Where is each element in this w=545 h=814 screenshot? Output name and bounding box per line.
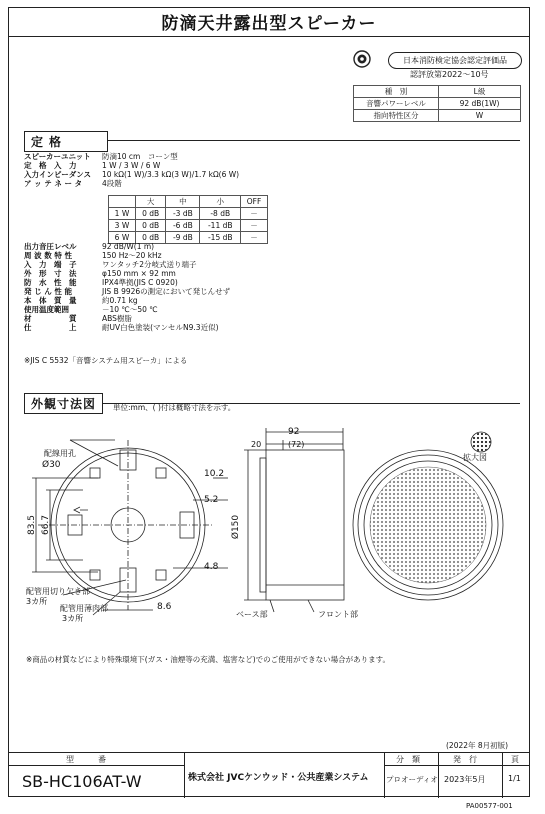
page-title: 防滴天井露出型スピーカー [8, 7, 530, 37]
spec-row [24, 323, 219, 332]
spec-label: 発 じ ん 性 能 [24, 287, 72, 296]
dim-66-7: 66.7 [41, 514, 52, 536]
dim-20: 20 [251, 440, 262, 449]
label-knockout: 配管用切り欠き部 [26, 587, 90, 596]
spec-label: 本 体 質 量 [24, 296, 77, 305]
table-cell: － [241, 208, 268, 220]
spec-note: ※JIS C 5532「音響システム用スピーカ」による [24, 356, 188, 365]
spec-row [24, 152, 178, 161]
certification-mark-icon [353, 50, 371, 68]
spec-label: ア ッ テ ネ ー タ [24, 179, 83, 188]
document-code: PA00577-001 [466, 802, 513, 810]
table-cell: 0 dB [135, 220, 165, 232]
spec-label: 出力音圧レベル [24, 242, 77, 251]
table-cell: 0 dB [135, 232, 165, 244]
table-row [354, 98, 521, 110]
table-cell: -8 dB [200, 208, 241, 220]
footer-rule [8, 765, 184, 766]
table-cell: -3 dB [166, 208, 200, 220]
spec-value: 防滴10 cm コーン型 [102, 152, 178, 161]
table-cell: 1 W [109, 208, 136, 220]
spec-value: IPX4準拠(JIS C 0920) [102, 278, 178, 287]
table-cell: -11 dB [200, 220, 241, 232]
spec-label: 材 質 [24, 314, 77, 323]
table-cell: W [439, 110, 521, 122]
spec-value: 1 W / 3 W / 6 W [102, 161, 161, 170]
model-number: SB-HC106AT-W [22, 772, 142, 791]
table-cell: 大 [135, 196, 165, 208]
dim-150: Ø150 [231, 514, 242, 540]
spec-value: 4段階 [102, 179, 122, 188]
spec-row [24, 287, 230, 296]
footer-divider [502, 753, 503, 798]
company-name: 株式会社 JVCケンウッド・公共産業システム [188, 773, 369, 783]
spec-row [24, 251, 162, 260]
table-cell: 92 dB(1W) [439, 98, 521, 110]
table-cell: 6 W [109, 232, 136, 244]
spec-value: 92 dB/W(1 m) [102, 242, 155, 251]
spec-heading: 定格 [24, 131, 108, 152]
spec-row [24, 179, 122, 188]
spec-value: φ150 mm × 92 mm [102, 269, 176, 278]
spec-label: 周 波 数 特 性 [24, 251, 72, 260]
spec-value: JIS B 9926の測定において発じんせず [102, 287, 231, 296]
spec-value: 耐UV白色塗装(マンセルN9.3近似) [102, 323, 219, 332]
spec-value: －10 ℃～50 ℃ [102, 305, 158, 314]
dim-92: 92 [288, 427, 300, 437]
spec-label: 定 格 入 力 [24, 161, 77, 170]
spec-value: 約0.71 kg [102, 296, 138, 305]
table-cell: 指向特性区分 [354, 110, 439, 122]
dim-5-2: 5.2 [204, 495, 219, 505]
caution-note: ※商品の材質などにより特殊環境下(ガス・油煙等の充満、塩害など)でのご使用ができない場合があります。 [26, 655, 391, 664]
spec-label: スピーカーユニット [24, 152, 91, 161]
table-cell: OFF [241, 196, 268, 208]
issue-value: 2023年5月 [444, 775, 486, 784]
model-header: 型 番 [66, 755, 106, 764]
table-cell: － [241, 220, 268, 232]
footer-divider [184, 753, 185, 798]
footer-divider [384, 753, 385, 798]
table-cell [109, 196, 136, 208]
spec-row [24, 242, 154, 251]
table-cell: L級 [439, 86, 521, 98]
label-wiring-hole: 配線用孔 [44, 449, 76, 458]
page-value: 1/1 [508, 774, 521, 783]
label-front: フロント部 [318, 610, 358, 619]
edition-note: (2022年 8月初版) [446, 741, 509, 750]
label-knockout-count: 3カ所 [26, 597, 48, 606]
table-row [354, 86, 521, 98]
table-row [109, 196, 268, 208]
issue-header: 発 行 [453, 755, 477, 764]
table-cell: 0 dB [135, 208, 165, 220]
attenuator-table [108, 195, 268, 244]
spec-row [24, 296, 138, 305]
footer-table [8, 752, 530, 797]
spec-label: 外 形 寸 法 [24, 269, 77, 278]
label-zoom: 拡大図 [463, 453, 487, 462]
spec-value: ワンタッチ2分岐式送り端子 [102, 260, 197, 269]
table-cell: 音響パワーレベル [354, 98, 439, 110]
label-thin-wall-count: 3カ所 [62, 614, 84, 623]
footer-divider [438, 753, 439, 798]
label-thin-wall: 配管用薄肉部 [60, 604, 108, 613]
certification-badge: 日本消防検定協会認定評価品 [388, 52, 522, 69]
spec-row [24, 161, 160, 170]
dim-72: (72) [288, 440, 305, 449]
spec-label: 使用温度範囲 [24, 305, 69, 314]
table-cell: -9 dB [166, 232, 200, 244]
spec-row [24, 314, 132, 323]
category-header: 分 類 [396, 755, 420, 764]
category-value: プロオーディオ [386, 775, 438, 784]
table-cell: 小 [200, 196, 241, 208]
dim-4-8: 4.8 [204, 562, 219, 572]
spec-row [24, 260, 196, 269]
spec-row [24, 269, 176, 278]
spec-label: 仕 上 [24, 323, 77, 332]
spec-label: 防 水 性 能 [24, 278, 77, 287]
dim-8-6: 8.6 [157, 602, 172, 612]
spec-value: 150 Hz～20 kHz [102, 251, 162, 260]
dim-83-5: 83.5 [27, 514, 38, 536]
table-cell: 3 W [109, 220, 136, 232]
spec-row [24, 170, 239, 179]
spec-row [24, 305, 158, 314]
table-cell: 中 [166, 196, 200, 208]
dimension-heading: 外観寸法図 [24, 393, 103, 414]
table-cell: － [241, 232, 268, 244]
table-row [109, 208, 268, 220]
dim-10-2: 10.2 [204, 469, 225, 479]
table-cell: 種 別 [354, 86, 439, 98]
table-row [354, 110, 521, 122]
dim-30: Ø30 [42, 460, 61, 470]
table-cell: -6 dB [166, 220, 200, 232]
spec-row [24, 278, 178, 287]
label-base: ベース部 [236, 610, 268, 619]
page-header: 頁 [511, 755, 519, 764]
dimension-note: 単位:mm、( )付は概略寸法を示す。 [113, 403, 236, 412]
footer-rule [384, 765, 530, 766]
certification-table [353, 85, 521, 122]
table-cell: -15 dB [200, 232, 241, 244]
spec-label: 入力インピーダンス [24, 170, 92, 179]
spec-value: 10 kΩ(1 W)/3.3 kΩ(3 W)/1.7 kΩ(6 W) [102, 170, 240, 179]
table-row [109, 220, 268, 232]
spec-label: 入 力 端 子 [24, 260, 77, 269]
certification-number: 認評放第2022～10号 [410, 70, 489, 79]
spec-value: ABS樹脂 [102, 314, 132, 323]
